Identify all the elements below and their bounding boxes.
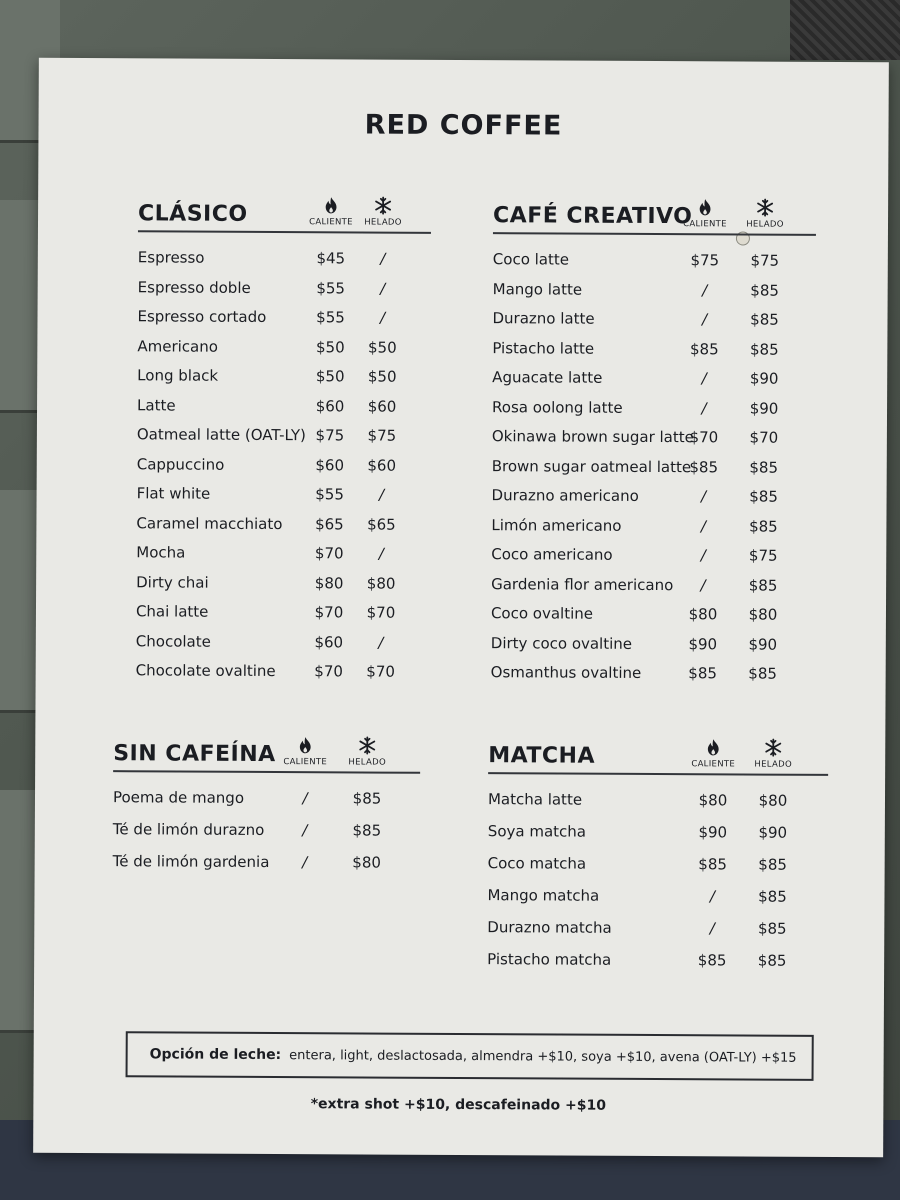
menu-item-row xyxy=(487,886,827,920)
item-name: Chocolate xyxy=(135,631,211,651)
price-cold: $90 xyxy=(749,369,779,388)
item-name: Matcha latte xyxy=(487,790,583,809)
price-cold: $90 xyxy=(758,823,788,842)
section-clasico xyxy=(136,186,432,692)
milk-options-box xyxy=(126,1031,814,1081)
price-cold: $65 xyxy=(367,515,396,534)
item-list xyxy=(491,250,816,694)
item-name: Chocolate ovaltine xyxy=(135,661,276,681)
section-title: SIN CAFEÍNA xyxy=(113,741,276,768)
price-hot: / xyxy=(709,887,716,906)
section-header xyxy=(113,726,420,774)
price-cold: $85 xyxy=(748,576,778,595)
price-hot: $60 xyxy=(315,396,345,415)
price-cold: $85 xyxy=(749,517,778,536)
price-hot: $90 xyxy=(698,823,728,842)
price-hot: / xyxy=(701,487,707,506)
price-hot: $55 xyxy=(316,278,346,297)
brand-title: RED COFFEE xyxy=(364,109,563,142)
price-hot: / xyxy=(302,853,308,872)
snowflake-icon xyxy=(735,197,795,217)
menu-item-row xyxy=(136,632,429,663)
item-name: Osmanthus ovaltine xyxy=(490,663,642,682)
column-label-cold: HELADO xyxy=(364,217,402,228)
price-cold: $80 xyxy=(352,853,382,872)
price-cold: / xyxy=(380,249,386,268)
menu-item-row xyxy=(492,339,815,370)
price-cold: $85 xyxy=(750,281,780,300)
item-name: Mango latte xyxy=(492,279,583,299)
column-label-hot: CALIENTE xyxy=(691,759,736,770)
menu-item-row xyxy=(491,516,814,547)
item-name: Caramel macchiato xyxy=(136,513,283,533)
menu-item-row xyxy=(136,602,429,633)
column-header-hot xyxy=(275,735,335,767)
price-hot: $90 xyxy=(688,634,718,653)
price-cold: $75 xyxy=(750,251,780,270)
price-cold: $80 xyxy=(758,791,788,810)
section-header xyxy=(488,728,828,776)
milk-options-list: entera, light, deslactosada, almendra +$10, soya +$10, avena (OAT-LY) +$15 xyxy=(289,1047,797,1066)
price-cold: / xyxy=(380,279,386,298)
column-label-cold: HELADO xyxy=(754,759,792,770)
price-cold: $85 xyxy=(757,951,787,970)
price-hot: $60 xyxy=(315,455,345,474)
menu-item-row xyxy=(137,307,430,338)
flame-icon xyxy=(675,197,735,217)
price-cold: $80 xyxy=(366,574,396,593)
price-cold: / xyxy=(379,485,385,504)
menu-item-row xyxy=(138,248,431,279)
rubber-mat xyxy=(790,0,900,60)
price-hot: $70 xyxy=(314,662,344,681)
snowflake-icon xyxy=(353,195,413,215)
menu-item-row xyxy=(491,545,814,576)
price-cold: $75 xyxy=(748,546,778,565)
menu-item-row xyxy=(492,309,815,340)
menu-item-row xyxy=(488,854,828,888)
price-hot: / xyxy=(302,789,308,808)
item-name: Cappuccino xyxy=(136,454,225,474)
price-cold: $60 xyxy=(367,456,397,475)
menu-item-row xyxy=(491,486,814,517)
price-cold: / xyxy=(378,544,384,563)
section-title: CLÁSICO xyxy=(137,201,248,227)
price-hot: $85 xyxy=(698,855,728,874)
price-hot: / xyxy=(709,919,715,938)
menu-item-row xyxy=(137,425,430,456)
item-name: Chai latte xyxy=(135,602,209,621)
item-name: Limón americano xyxy=(491,515,622,535)
price-cold: / xyxy=(378,633,384,652)
price-hot: $70 xyxy=(689,428,719,447)
menu-item-row xyxy=(492,398,815,429)
column-label-hot: CALIENTE xyxy=(309,217,353,228)
price-cold: $90 xyxy=(748,635,778,654)
price-cold: $85 xyxy=(758,887,787,906)
menu-item-row xyxy=(113,852,420,886)
price-cold: $60 xyxy=(367,397,397,416)
item-name: Okinawa brown sugar latte xyxy=(491,427,694,447)
price-hot: $45 xyxy=(316,249,346,268)
item-name: Pistacho latte xyxy=(492,338,595,358)
item-name: Aguacate latte xyxy=(492,368,603,387)
menu-item-row xyxy=(492,427,815,458)
price-cold: $70 xyxy=(366,603,396,622)
menu-item-row xyxy=(488,822,828,856)
menu-item-row xyxy=(491,634,814,665)
item-name: Oatmeal latte (OAT-LY) xyxy=(136,425,306,445)
column-header-cold xyxy=(743,737,803,769)
item-name: Espresso doble xyxy=(137,277,251,297)
menu-sheet xyxy=(33,58,889,1157)
menu-item-row xyxy=(113,788,420,822)
item-name: Coco latte xyxy=(492,250,570,269)
item-name: Pistacho matcha xyxy=(487,950,612,969)
price-hot: / xyxy=(302,821,308,840)
price-hot: / xyxy=(702,280,708,299)
column-header-hot xyxy=(675,197,735,229)
menu-item-row xyxy=(488,790,828,824)
price-hot: $80 xyxy=(314,573,344,592)
price-cold: $85 xyxy=(757,919,787,938)
price-hot: / xyxy=(701,310,708,329)
menu-item-row xyxy=(137,337,430,368)
item-name: Brown sugar oatmeal latte xyxy=(491,456,692,476)
item-list xyxy=(113,788,420,886)
price-cold: $85 xyxy=(748,664,778,683)
menu-item-row xyxy=(137,366,430,397)
section-title: MATCHA xyxy=(488,743,596,769)
column-header-cold xyxy=(735,197,795,229)
price-hot: / xyxy=(700,575,706,594)
menu-item-row xyxy=(487,918,827,952)
flame-icon xyxy=(683,737,743,757)
price-hot: $85 xyxy=(688,664,718,683)
menu-item-row xyxy=(136,573,429,604)
menu-item-row xyxy=(492,457,815,488)
price-hot: / xyxy=(701,398,707,417)
price-cold: $85 xyxy=(749,458,779,477)
price-cold: $85 xyxy=(352,821,382,840)
price-cold: $70 xyxy=(749,428,779,447)
section-title: CAFÉ CREATIVO xyxy=(492,203,693,230)
price-hot: $60 xyxy=(314,632,344,651)
price-cold: $50 xyxy=(367,338,397,357)
price-hot: $85 xyxy=(689,457,719,476)
section-sin-cafeina xyxy=(113,726,421,886)
price-hot: $75 xyxy=(315,426,345,445)
price-cold: $85 xyxy=(758,855,788,874)
menu-item-row xyxy=(137,396,430,427)
menu-item-row xyxy=(136,661,429,692)
price-cold: $85 xyxy=(749,340,779,359)
section-header xyxy=(138,186,431,234)
price-hot: $70 xyxy=(314,544,344,563)
menu-item-row xyxy=(492,368,815,399)
column-label-hot: CALIENTE xyxy=(683,219,727,230)
price-hot: $80 xyxy=(688,605,718,624)
menu-item-row xyxy=(487,950,827,984)
price-cold: $85 xyxy=(749,487,778,506)
price-cold: / xyxy=(379,308,386,327)
price-hot: $55 xyxy=(316,308,345,327)
snowflake-icon xyxy=(743,737,803,757)
item-name: Dirty chai xyxy=(136,572,209,592)
menu-item-row xyxy=(137,455,430,486)
snowflake-icon xyxy=(337,735,397,755)
item-list xyxy=(136,248,431,692)
menu-item-row xyxy=(136,543,429,574)
item-name: Té de limón durazno xyxy=(112,820,265,839)
item-name: Poema de mango xyxy=(112,788,245,807)
price-hot: / xyxy=(700,516,707,535)
item-name: Durazno americano xyxy=(491,486,639,505)
column-header-cold xyxy=(353,195,413,227)
item-name: Gardenia flor americano xyxy=(491,574,674,594)
price-hot: $55 xyxy=(315,485,344,504)
price-cold: $70 xyxy=(366,662,396,681)
price-cold: $80 xyxy=(748,605,778,624)
price-hot: $50 xyxy=(315,367,345,386)
section-matcha xyxy=(487,728,828,984)
footnote: *extra shot +$10, descafeinado +$10 xyxy=(310,1096,607,1114)
item-name: Durazno latte xyxy=(492,309,595,328)
menu-item-row xyxy=(136,484,429,515)
menu-item-row xyxy=(136,514,429,545)
item-name: Coco americano xyxy=(491,545,613,564)
item-name: Espresso cortado xyxy=(137,307,267,326)
price-cold: $85 xyxy=(352,789,382,808)
price-cold: $50 xyxy=(367,367,397,386)
menu-item-row xyxy=(493,250,816,281)
item-name: Americano xyxy=(137,336,218,356)
milk-options-label: Opción de leche: xyxy=(149,1046,282,1064)
item-name: Soya matcha xyxy=(487,822,587,841)
section-header xyxy=(493,188,816,236)
item-name: Durazno matcha xyxy=(487,918,612,937)
column-label-hot: CALIENTE xyxy=(283,757,328,768)
item-list xyxy=(487,790,828,984)
item-name: Espresso xyxy=(137,248,205,267)
item-name: Coco matcha xyxy=(487,854,587,873)
menu-item-row xyxy=(138,278,431,309)
price-hot: / xyxy=(700,546,706,565)
menu-item-row xyxy=(491,604,814,635)
item-name: Mango matcha xyxy=(487,886,600,905)
price-hot: $75 xyxy=(690,251,720,270)
price-hot: $80 xyxy=(698,791,728,810)
price-hot: $85 xyxy=(689,339,719,358)
item-name: Mocha xyxy=(136,543,186,562)
price-hot: $65 xyxy=(315,514,344,533)
column-label-cold: HELADO xyxy=(746,219,784,230)
column-header-cold xyxy=(337,735,397,767)
flame-icon xyxy=(275,735,335,755)
price-hot: $50 xyxy=(315,337,345,356)
price-hot: / xyxy=(701,369,707,388)
column-header-hot xyxy=(683,737,743,769)
item-name: Coco ovaltine xyxy=(490,604,594,623)
item-name: Latte xyxy=(137,395,176,415)
item-name: Té de limón gardenia xyxy=(112,852,270,872)
price-hot: $85 xyxy=(697,951,727,970)
menu-item-row xyxy=(493,280,816,311)
menu-item-row xyxy=(491,575,814,606)
price-hot: $70 xyxy=(314,603,344,622)
menu-item-row xyxy=(113,820,420,854)
section-cafe-creativo xyxy=(491,188,817,694)
price-cold: $75 xyxy=(367,426,397,445)
item-name: Flat white xyxy=(136,484,211,503)
price-cold: $90 xyxy=(749,399,779,418)
item-name: Rosa oolong latte xyxy=(492,397,623,417)
item-name: Dirty coco ovaltine xyxy=(490,633,633,653)
column-label-cold: HELADO xyxy=(348,757,386,768)
price-cold: $85 xyxy=(750,310,779,329)
item-name: Long black xyxy=(137,366,219,385)
menu-item-row xyxy=(491,663,814,694)
